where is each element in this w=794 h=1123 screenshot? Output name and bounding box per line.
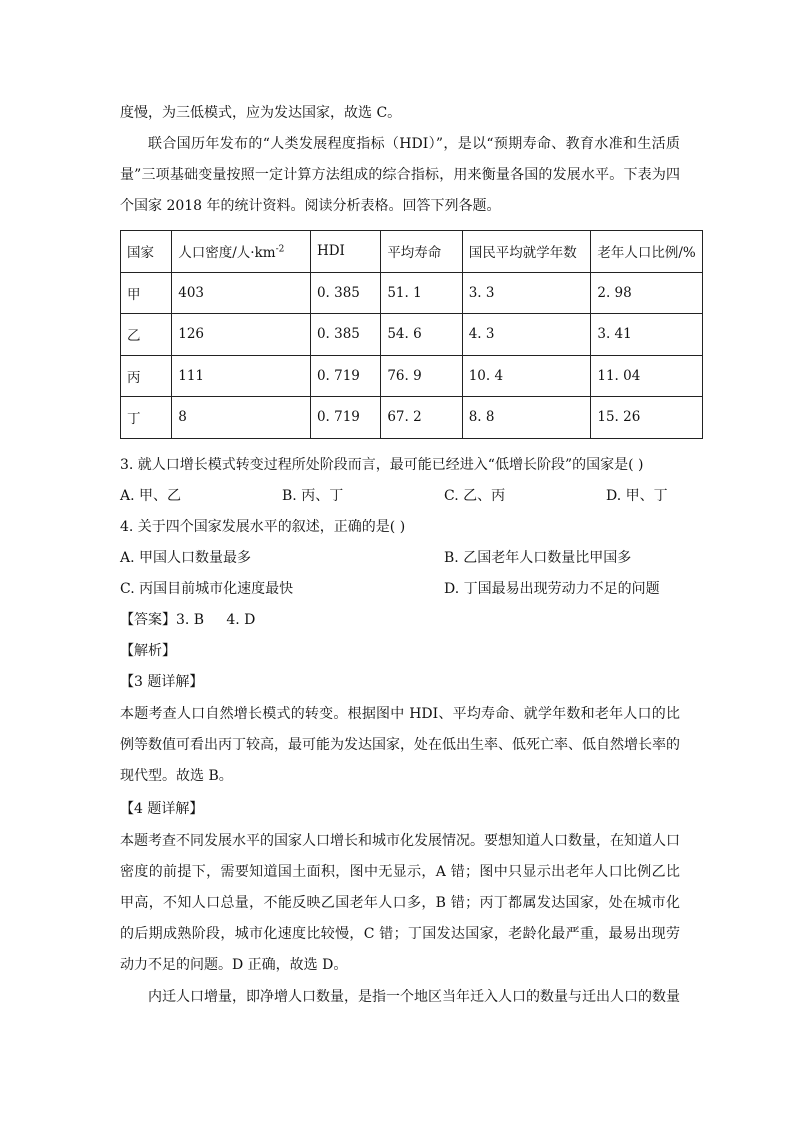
table-cell: 76. 9 [381,355,462,397]
table-cell: 丙 [121,355,172,397]
table-header-cell: 平均寿命 [381,231,462,273]
density-header-text: 人口密度/人·km [178,245,276,262]
q3-detail-label: 【3 题详解】 [120,674,204,690]
table-cell: 甲 [121,272,172,314]
question-3-options [120,481,700,511]
table-cell: 3. 41 [591,314,703,356]
table-header-cell: 老年人口比例/% [591,231,703,273]
table-row [121,355,703,397]
table-header-row [121,231,703,273]
option-a: A. 甲、乙 [120,488,182,504]
answer-line [120,605,255,635]
question-3-stem: 3. 就人口增长模式转变过程所处阶段而言，最可能已经进入“低增长阶段”的国家是( ) [120,457,644,473]
option-c: C. 丙国目前城市化速度最快 [120,581,294,597]
table-cell: 0. 719 [310,397,380,439]
table-cell: 15. 26 [591,397,703,439]
option-b: B. 乙国老年人口数量比甲国多 [444,550,632,566]
table-cell: 2. 98 [591,272,703,314]
table-header-cell [172,231,311,273]
table-cell: 126 [172,314,311,356]
table-cell: 111 [172,355,311,397]
table-cell: 51. 1 [381,272,462,314]
table-cell: 4. 3 [462,314,591,356]
option-d: D. 甲、丁 [606,488,668,504]
intro-paragraph: 联合国历年发布的“人类发展程度指标（HDI）”，是以“预期寿命、教育水准和生活质量”三项基础变量按照一定计算方法组成的综合指标，用来衡量各国的发展水平。下表为四个国家 2018 年的统计资料。阅读分析表格。回答下列各题。 [120,136,680,214]
table-cell: 0. 385 [310,314,380,356]
table-header-cell: HDI [310,231,380,273]
table-cell: 67. 2 [381,397,462,439]
question-4-options-row-1 [120,543,700,573]
final-paragraph-line: 内迁人口增量，即净增人口数量，是指一个地区当年迁入人口的数量与迁出人口的数量 [148,989,680,1005]
table-cell: 0. 719 [310,355,380,397]
table-row [121,314,703,356]
analysis-label: 【解析】 [120,643,176,659]
table-cell: 54. 6 [381,314,462,356]
country-stats-table [120,230,703,439]
table-row [121,272,703,314]
option-c: C. 乙、丙 [444,488,506,504]
table-cell: 8 [172,397,311,439]
table-cell: 丁 [121,397,172,439]
table-cell: 乙 [121,314,172,356]
option-a: A. 甲国人口数量最多 [120,550,252,566]
table-cell: 3. 3 [462,272,591,314]
answer-text: 3. B 4. D [176,612,256,628]
table-cell: 11. 04 [591,355,703,397]
option-b: B. 丙、丁 [282,488,344,504]
question-4-options-row-2 [120,574,700,604]
option-d: D. 丁国最易出现劳动力不足的问题 [444,581,660,597]
table-header-cell: 国家 [121,231,172,273]
table-cell: 10. 4 [462,355,591,397]
table-row [121,397,703,439]
answer-label: 【答案】 [120,612,176,628]
density-unit-superscript: -2 [275,244,285,255]
table-cell: 8. 8 [462,397,591,439]
q4-detail-text: 本题考查不同发展水平的国家人口增长和城市化发展情况。要想知道人口数量，在知道人口密度的前提下，需要知道国土面积，图中无显示，A 错；图中只显示出老年人口比例乙比甲高，不知人口总量，不能反映乙国老年人口多，B 错；丙丁都属发达国家，处在城市化的后期成熟阶段，城市化速度比较慢，C 错；丁国发达国家，老龄化最严重，最易出现劳动力不足的问题。D 正确，故选 D。 [120,833,680,973]
table-header-cell: 国民平均就学年数 [462,231,591,273]
question-4-stem: 4. 关于四个国家发展水平的叙述，正确的是( ) [120,519,406,535]
q3-detail-text: 本题考查人口自然增长模式的转变。根据图中 HDI、平均寿命、就学年数和老年人口的比例等数值可看出丙丁较高，最可能为发达国家，处在低出生率、低死亡率、低自然增长率的现代型。故选 B。 [120,706,680,784]
table-cell: 0. 385 [310,272,380,314]
intro-line: 度慢，为三低模式，应为发达国家，故选 C。 [120,105,402,121]
q4-detail-label: 【4 题详解】 [120,801,204,817]
table-cell: 403 [172,272,311,314]
